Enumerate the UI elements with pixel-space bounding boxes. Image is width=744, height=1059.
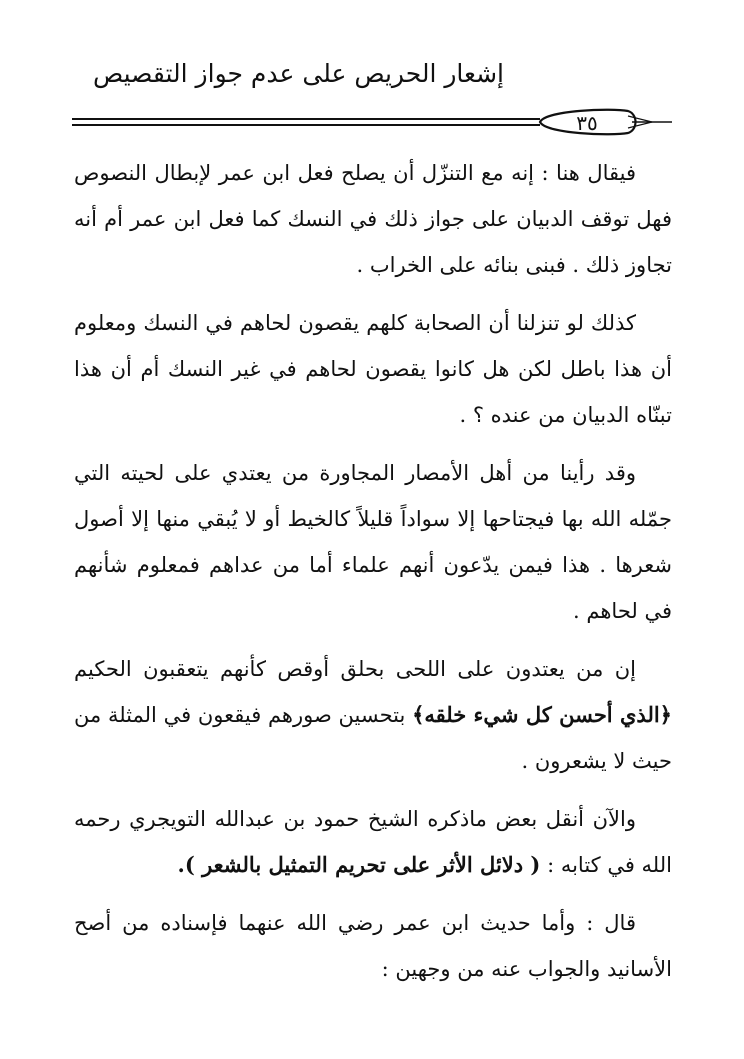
quran-verse: ﴿الذي أحسن كل شيء خلقه﴾ [412, 702, 672, 727]
running-title: إشعار الحريص على عدم جواز التقصيص [93, 59, 504, 88]
body-text [74, 150, 672, 992]
paragraph-4-rest: بتحسين صورهم فيقعون في المثلة من حيث لا يشعرون . [74, 703, 672, 773]
paragraph-1: فيقال هنا : إنه مع التنزّل أن يصلح فعل ابن عمر لإبطال النصوص فهل توقف الدبيان على جواز ذلك في النسك كما فعل ابن عمر أم أنه تجاوز ذلك . فبنى بنائه على الخراب . [74, 161, 672, 277]
paragraph-3: وقد رأينا من أهل الأمصار المجاورة من يعتدي على لحيته التي جمّله الله بها فيجتاحها إلا سواداً قليلاً كالخيط أو لا يُبقي منها إلا أصول شعرها . هذا فيمن يدّعون أنهم علماء أما من عداهم فمعلوم شأنهم في لحاهم . [74, 461, 672, 623]
paragraph-5-lead: والآن أنقل بعض ماذكره الشيخ حمود بن عبدالله التويجري رحمه الله في كتابه : [74, 807, 672, 877]
paragraph-5 [74, 796, 672, 888]
book-title: ( دلائل الأثر على تحريم التمثيل بالشعر ). [177, 852, 541, 877]
paragraph-2: كذلك لو تنزلنا أن الصحابة كلهم يقصون لحاهم في النسك ومعلوم أن هذا باطل لكن هل كانوا يقصون لحاهم في غير النسك أم أن هذا تبنّاه الدبيان من عنده ؟ . [74, 311, 672, 427]
paragraph-4-lead: إن من يعتدون على اللحى بحلق أوقص كأنهم يتعقبون الحكيم [74, 657, 636, 681]
paragraph-6: قال : وأما حديث ابن عمر رضي الله عنهما فإسناده من أصح الأسانيد والجواب عنه من وجهين : [74, 911, 672, 981]
paragraph-4 [74, 646, 672, 784]
page-number: ٣٥ [576, 111, 598, 135]
